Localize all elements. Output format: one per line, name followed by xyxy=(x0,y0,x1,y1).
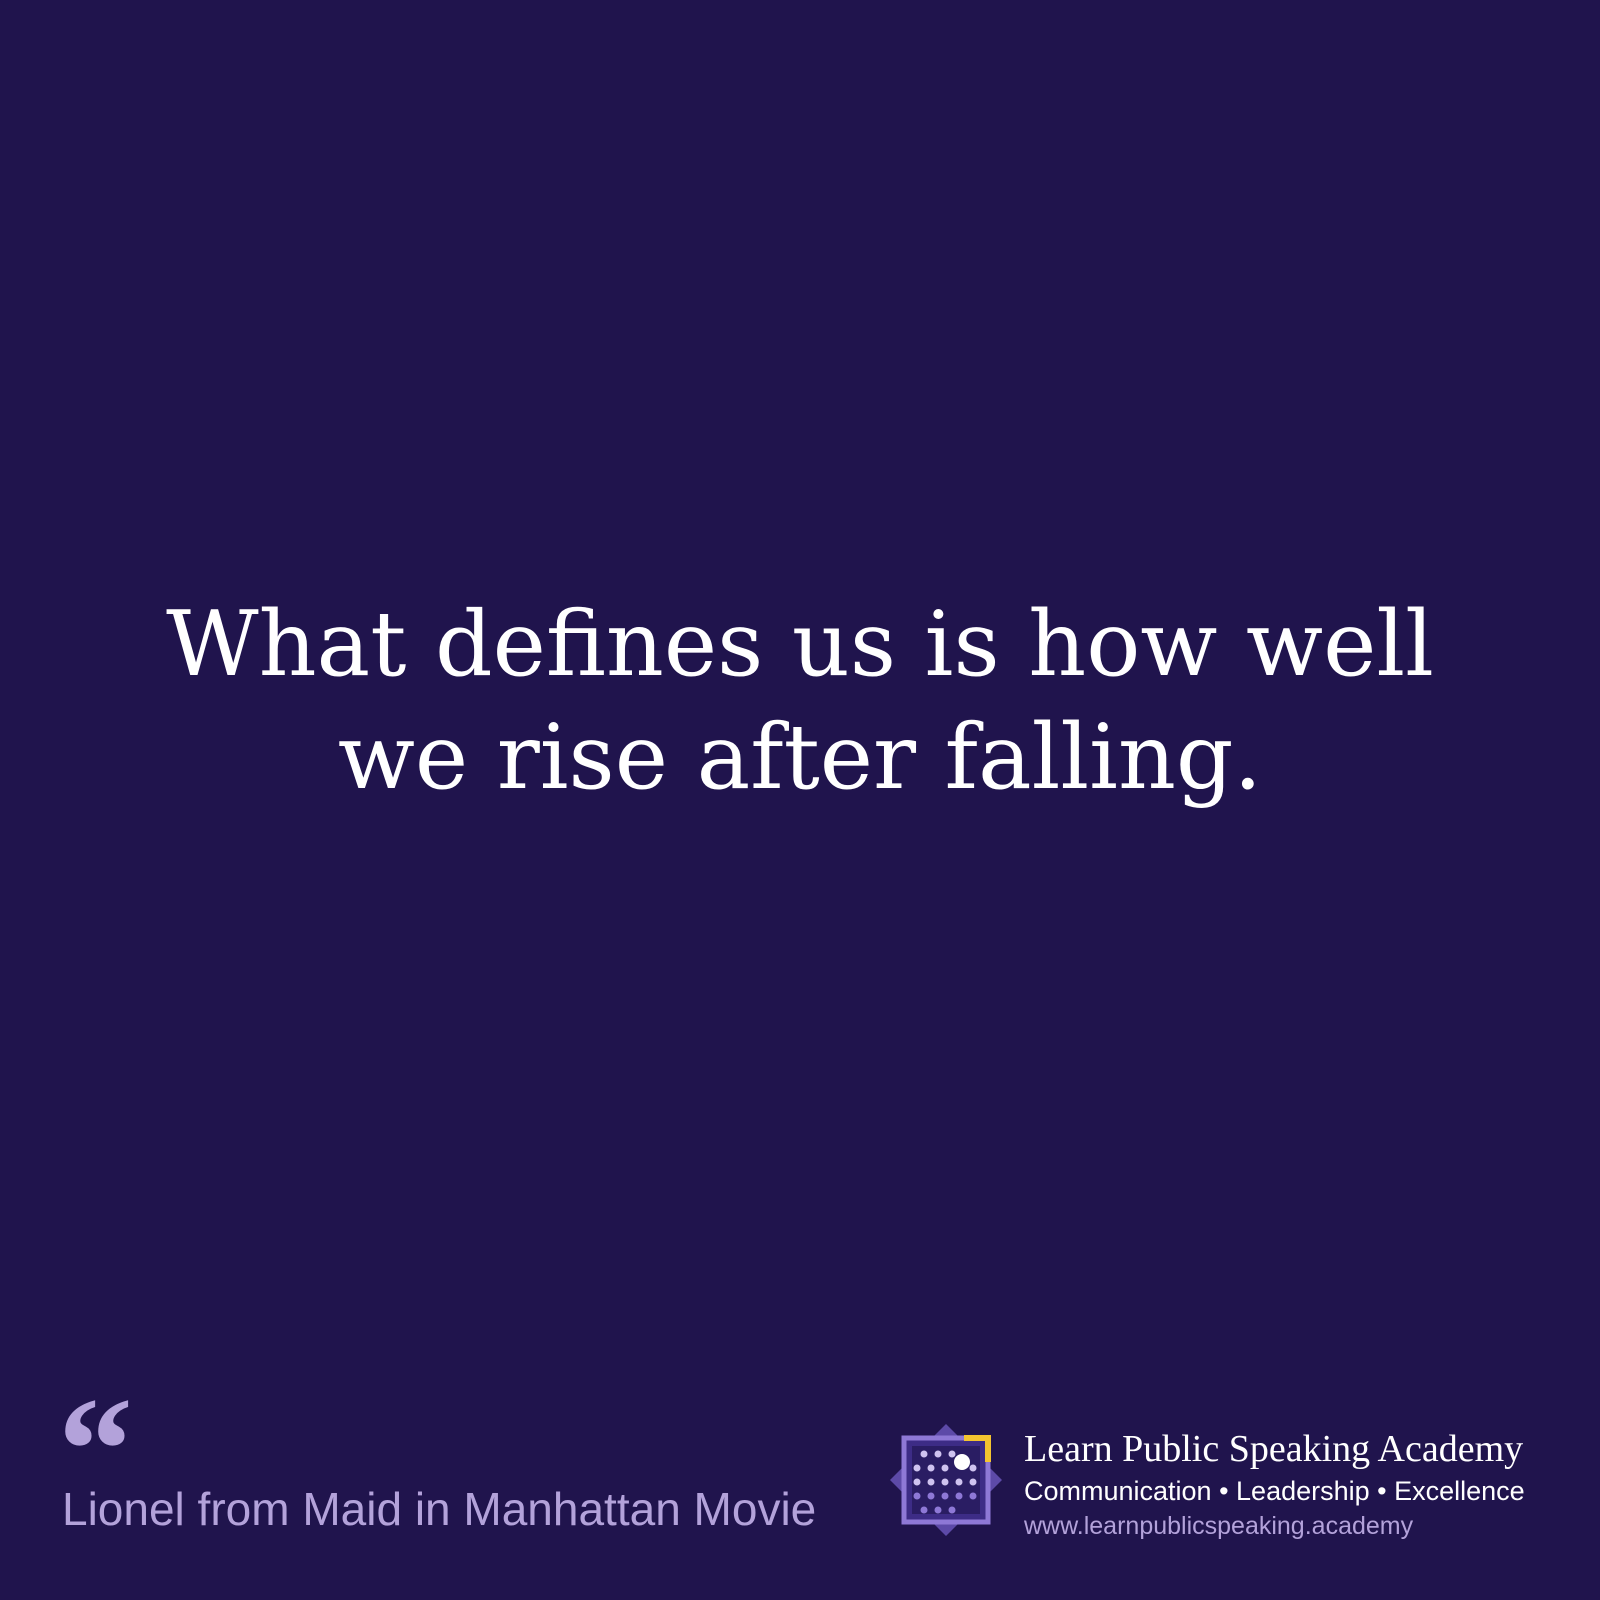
quote-line-2: we rise after falling. xyxy=(337,705,1263,810)
brand-name: Learn Public Speaking Academy xyxy=(1024,1428,1524,1470)
quote-line-1: What defines us is how well xyxy=(166,592,1434,697)
quote-mark-icon: “ xyxy=(58,1367,133,1533)
brand-block xyxy=(1024,1426,1525,1542)
brand-tagline: Communication • Leadership • Excellence xyxy=(1024,1476,1525,1506)
quote-attribution: Lionel from Maid in Manhattan Movie xyxy=(62,1483,817,1535)
brand-url: www.learnpublicspeaking.academy xyxy=(1024,1512,1414,1540)
academy-logo-icon xyxy=(886,1420,1006,1540)
quote-text xyxy=(0,588,1600,814)
